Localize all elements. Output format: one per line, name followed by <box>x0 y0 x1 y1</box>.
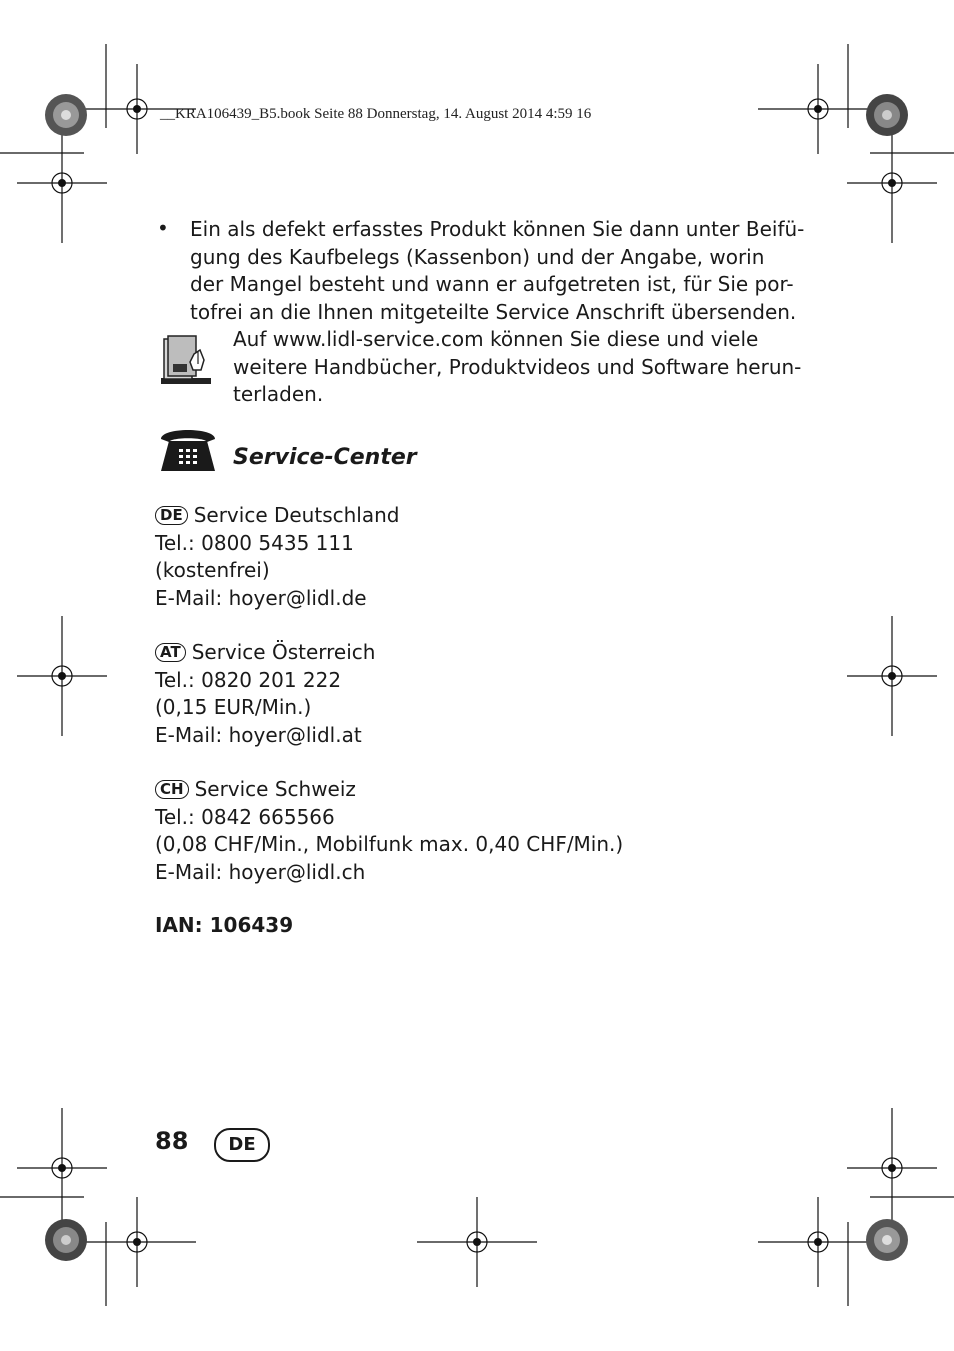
country-badge: CH <box>155 780 189 799</box>
bullet-line: gung des Kaufbelegs (Kassenbon) und der Angabe, worin <box>190 244 765 269</box>
service-line: (0,15 EUR/Min.) <box>155 695 312 719</box>
note-line: terladen. <box>233 382 324 406</box>
service-line: Tel.: 0820 201 222 <box>155 667 342 692</box>
ian-number: IAN: 106439 <box>155 913 294 937</box>
note-line: weitere Handbücher, Produktvideos und Software herun- <box>233 354 802 379</box>
service-line: Tel.: 0800 5435 111 <box>155 530 354 555</box>
service-line: E-Mail: hoyer@lidl.ch <box>155 859 366 884</box>
service-line: (kostenfrei) <box>155 558 270 582</box>
service-line: E-Mail: hoyer@lidl.de <box>155 585 367 610</box>
country-badge: DE <box>155 506 188 525</box>
language-badge: DE <box>214 1128 270 1162</box>
bullet-line: Ein als defekt erfasstes Produkt können Sie dann unter Beifü- <box>190 217 805 241</box>
service-name: Service Österreich <box>191 640 376 664</box>
bullet-line: tofrei an die Ihnen mitgeteilte Service Anschrift übersenden. <box>190 299 797 324</box>
page-number: 88 <box>155 1127 189 1155</box>
service-line: Tel.: 0842 665566 <box>155 804 335 829</box>
service-name: Service Schweiz <box>194 777 356 801</box>
bullet-symbol: • <box>157 216 169 240</box>
bullet-line: der Mangel besteht und wann er aufgetreten ist, für Sie por- <box>190 272 794 296</box>
print-header: __KRA106439_B5.book Seite 88 Donnerstag, 14. August 2014 4:59 16 <box>160 106 592 122</box>
service-name: Service Deutschland <box>193 503 400 527</box>
section-title: Service-Center <box>233 445 417 470</box>
note-line: Auf www.lidl-service.com können Sie diese und viele <box>233 327 759 351</box>
service-line: (0,08 CHF/Min., Mobilfunk max. 0,40 CHF/Min.) <box>155 832 624 856</box>
country-badge: AT <box>155 643 186 662</box>
service-line: E-Mail: hoyer@lidl.at <box>155 722 362 747</box>
